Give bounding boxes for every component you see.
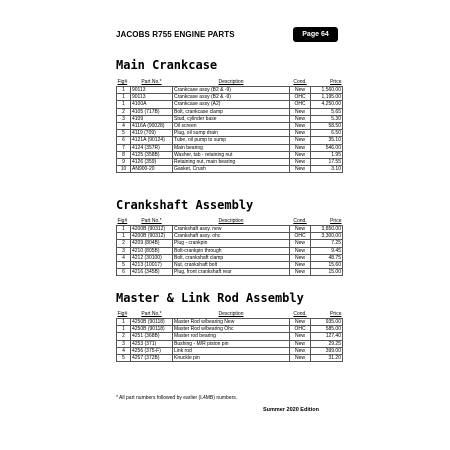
price-cell: 127.40: [311, 333, 343, 340]
description-cell: Plug, front crankshaft rear: [173, 269, 290, 276]
price-cell: 3,300.00: [311, 233, 343, 240]
condition-cell: New: [290, 340, 311, 347]
condition-cell: New: [290, 115, 311, 122]
part-number-cell: 4250B (90118): [131, 319, 173, 326]
part-number-cell: 4212 (30100): [131, 254, 173, 261]
footnote: * All part numbers followed by earlier (L4MB) numbers.: [116, 395, 238, 401]
description-cell: Nut, crankshaft bolt: [173, 262, 290, 269]
condition-cell: New: [290, 269, 311, 276]
fig-cell: 1: [117, 94, 131, 101]
description-cell: Crankcase assy (B2 & -9): [173, 87, 290, 94]
table-row: [117, 101, 343, 108]
table-header-row: [117, 218, 343, 226]
fig-cell: 5: [117, 130, 131, 137]
part-number-cell: 4251 (368B): [131, 333, 173, 340]
description-cell: Master rod bearing: [173, 333, 290, 340]
description-cell: Crankshaft assy. ohc: [173, 233, 290, 240]
table-row: [117, 159, 343, 166]
section-heading-crankshaft-assembly: Crankshaft Assembly: [116, 198, 254, 212]
page-number-badge: Page 64: [293, 27, 338, 42]
price-cell: 1.95: [311, 151, 343, 158]
table-row: [117, 87, 343, 94]
table-row: [117, 137, 343, 144]
condition-cell: OHC: [290, 326, 311, 333]
fig-cell: 5: [117, 262, 131, 269]
price-cell: 6.50: [311, 130, 343, 137]
edition-label: Summer 2020 Edition: [263, 407, 319, 413]
part-number-cell: 4253 (371): [131, 340, 173, 347]
table-row: [117, 233, 343, 240]
price-cell: 3.10: [311, 166, 343, 173]
price-cell: 1,195.00: [311, 94, 343, 101]
description-cell: Bolt, crankcase clamp: [173, 108, 290, 115]
part-number-cell: 4200B (90312): [131, 233, 173, 240]
fig-cell: 10: [117, 166, 131, 173]
description-cell: Plug, oil sump drain: [173, 130, 290, 137]
price-cell: 399.00: [311, 347, 343, 354]
description-cell: Bolt, crankshaft clamp: [173, 254, 290, 261]
fig-cell: 7: [117, 144, 131, 151]
condition-cell: New: [290, 151, 311, 158]
description-cell: Plug - crankpin: [173, 240, 290, 247]
part-number-cell: 4119 (709): [131, 130, 173, 137]
column-header-price: Price: [330, 311, 342, 317]
fig-cell: 4: [117, 347, 131, 354]
condition-cell: New: [290, 87, 311, 94]
description-cell: Link rod: [173, 347, 290, 354]
fig-cell: 6: [117, 137, 131, 144]
fig-cell: 9: [117, 159, 131, 166]
condition-cell: New: [290, 333, 311, 340]
part-number-cell: 4100A: [131, 101, 173, 108]
table-row: [117, 355, 343, 362]
table-row: [117, 333, 343, 340]
parts-table-crankshaft-assembly: [116, 218, 343, 276]
column-header-cond: Cond.: [293, 79, 307, 85]
table-row: [117, 108, 343, 115]
description-cell: Tube, oil pump to sump: [173, 137, 290, 144]
catalog-title: JACOBS R755 ENGINE PARTS: [116, 30, 235, 39]
fig-cell: 5: [117, 355, 131, 362]
condition-cell: New: [290, 159, 311, 166]
table-row: [117, 347, 343, 354]
column-header-fig: Fig#: [117, 79, 128, 85]
price-cell: 29.25: [311, 340, 343, 347]
column-header-description: Description: [218, 79, 244, 85]
part-number-cell: 4210 (805B): [131, 247, 173, 254]
table-row: [117, 326, 343, 333]
condition-cell: OHC: [290, 94, 311, 101]
table-header-row: [117, 79, 343, 87]
fig-cell: 4: [117, 254, 131, 261]
part-number-cell: 4216 (345B): [131, 269, 173, 276]
table-row: [117, 144, 343, 151]
fig-cell: 1: [117, 233, 131, 240]
column-header-fig: Fig#: [117, 311, 128, 317]
price-cell: 58.50: [311, 123, 343, 130]
part-number-cell: 4200B (90312): [131, 226, 173, 233]
fig-cell: 8: [117, 151, 131, 158]
column-header-fig: Fig#: [117, 218, 128, 224]
description-cell: Stud, cylinder base: [173, 115, 290, 122]
part-number-cell: 4121A (90124): [131, 137, 173, 144]
price-cell: 5.30: [311, 115, 343, 122]
description-cell: Gasket, Crush: [173, 166, 290, 173]
description-cell: Master Rod w/bearing New: [173, 319, 290, 326]
parts-table-main-crankcase: [116, 79, 343, 173]
part-number-cell: 90113: [131, 87, 173, 94]
table-row: [117, 151, 343, 158]
condition-cell: New: [290, 240, 311, 247]
price-cell: 48.75: [311, 254, 343, 261]
table-row: [117, 115, 343, 122]
table-row: [117, 340, 343, 347]
description-cell: Crankcase assy (B2 & -9): [173, 94, 290, 101]
price-cell: 9.45: [311, 247, 343, 254]
condition-cell: New: [290, 319, 311, 326]
section-heading-main-crankcase: Main Crankcase: [116, 58, 218, 72]
table-row: [117, 254, 343, 261]
description-cell: Crankshaft assy. new: [173, 226, 290, 233]
part-number-cell: 4250B (90118): [131, 326, 173, 333]
column-header-price: Price: [330, 79, 342, 85]
condition-cell: New: [290, 108, 311, 115]
price-cell: 17.55: [311, 159, 343, 166]
price-cell: 31.20: [311, 355, 343, 362]
description-cell: Main bearing: [173, 144, 290, 151]
column-header-cond: Cond.: [293, 311, 307, 317]
fig-cell: 1: [117, 226, 131, 233]
fig-cell: 2: [117, 240, 131, 247]
description-cell: Retaining nut, main bearing: [173, 159, 290, 166]
fig-cell: 1: [117, 87, 131, 94]
part-number-cell: 4209 (804B): [131, 240, 173, 247]
condition-cell: New: [290, 262, 311, 269]
part-number-cell: 90113: [131, 94, 173, 101]
parts-table-master-link-rod-assembly: [116, 311, 343, 362]
condition-cell: OHC: [290, 233, 311, 240]
condition-cell: New: [290, 130, 311, 137]
price-cell: 4,250.00: [311, 101, 343, 108]
fig-cell: 2: [117, 108, 131, 115]
price-cell: 1,560.00: [311, 87, 343, 94]
column-header-description: Description: [218, 311, 244, 317]
fig-cell: 4: [117, 123, 131, 130]
table-row: [117, 247, 343, 254]
price-cell: 3,850.00: [311, 226, 343, 233]
condition-cell: New: [290, 355, 311, 362]
part-number-cell: AN900-20: [131, 166, 173, 173]
description-cell: Bushing - M/R piston pin: [173, 340, 290, 347]
table-header-row: [117, 311, 343, 319]
description-cell: Knuckle pin: [173, 355, 290, 362]
part-number-cell: 4213 (10017): [131, 262, 173, 269]
condition-cell: New: [290, 123, 311, 130]
part-number-cell: 4124 (357R): [131, 144, 173, 151]
column-header-description: Description: [218, 218, 244, 224]
column-header-part-no: Part No.*: [141, 218, 162, 224]
price-cell: 15.60: [311, 262, 343, 269]
condition-cell: New: [290, 226, 311, 233]
part-number-cell: 4126 (359): [131, 159, 173, 166]
fig-cell: 1: [117, 319, 131, 326]
column-header-part-no: Part No.*: [141, 79, 162, 85]
description-cell: Washer, tab - retaining nut: [173, 151, 290, 158]
condition-cell: New: [290, 347, 311, 354]
part-number-cell: 4105 (717B): [131, 108, 173, 115]
table-row: [117, 166, 343, 173]
table-row: [117, 123, 343, 130]
table-row: [117, 269, 343, 276]
price-cell: 15.00: [311, 269, 343, 276]
table-row: [117, 319, 343, 326]
price-cell: 5.65: [311, 108, 343, 115]
condition-cell: OHC: [290, 101, 311, 108]
price-cell: 7.25: [311, 240, 343, 247]
column-header-price: Price: [330, 218, 342, 224]
part-number-cell: 4109: [131, 115, 173, 122]
description-cell: Bolt-crankpin through: [173, 247, 290, 254]
price-cell: 546.00: [311, 144, 343, 151]
description-cell: Master Rod w/bearing Ohc: [173, 326, 290, 333]
fig-cell: 2: [117, 333, 131, 340]
description-cell: Oil screen: [173, 123, 290, 130]
fig-cell: 3: [117, 340, 131, 347]
fig-cell: 3: [117, 115, 131, 122]
price-cell: 35.10: [311, 137, 343, 144]
table-row: [117, 262, 343, 269]
column-header-cond: Cond.: [293, 218, 307, 224]
section-heading-master-link-rod-assembly: Master & Link Rod Assembly: [116, 291, 304, 305]
fig-cell: 6: [117, 269, 131, 276]
page-header: [116, 27, 338, 43]
table-row: [117, 240, 343, 247]
condition-cell: New: [290, 144, 311, 151]
fig-cell: 1: [117, 101, 131, 108]
condition-cell: New: [290, 166, 311, 173]
description-cell: Crankcase assy (A2): [173, 101, 290, 108]
price-cell: 935.00: [311, 319, 343, 326]
column-header-part-no: Part No.*: [141, 311, 162, 317]
table-row: [117, 226, 343, 233]
condition-cell: New: [290, 254, 311, 261]
condition-cell: New: [290, 137, 311, 144]
part-number-cell: 4125 (358B): [131, 151, 173, 158]
part-number-cell: 4257 (372B): [131, 355, 173, 362]
fig-cell: 3: [117, 247, 131, 254]
part-number-cell: 4116A (90028): [131, 123, 173, 130]
table-row: [117, 94, 343, 101]
part-number-cell: 4256 (375-F): [131, 347, 173, 354]
price-cell: 585.00: [311, 326, 343, 333]
fig-cell: 1: [117, 326, 131, 333]
condition-cell: New: [290, 247, 311, 254]
table-row: [117, 130, 343, 137]
